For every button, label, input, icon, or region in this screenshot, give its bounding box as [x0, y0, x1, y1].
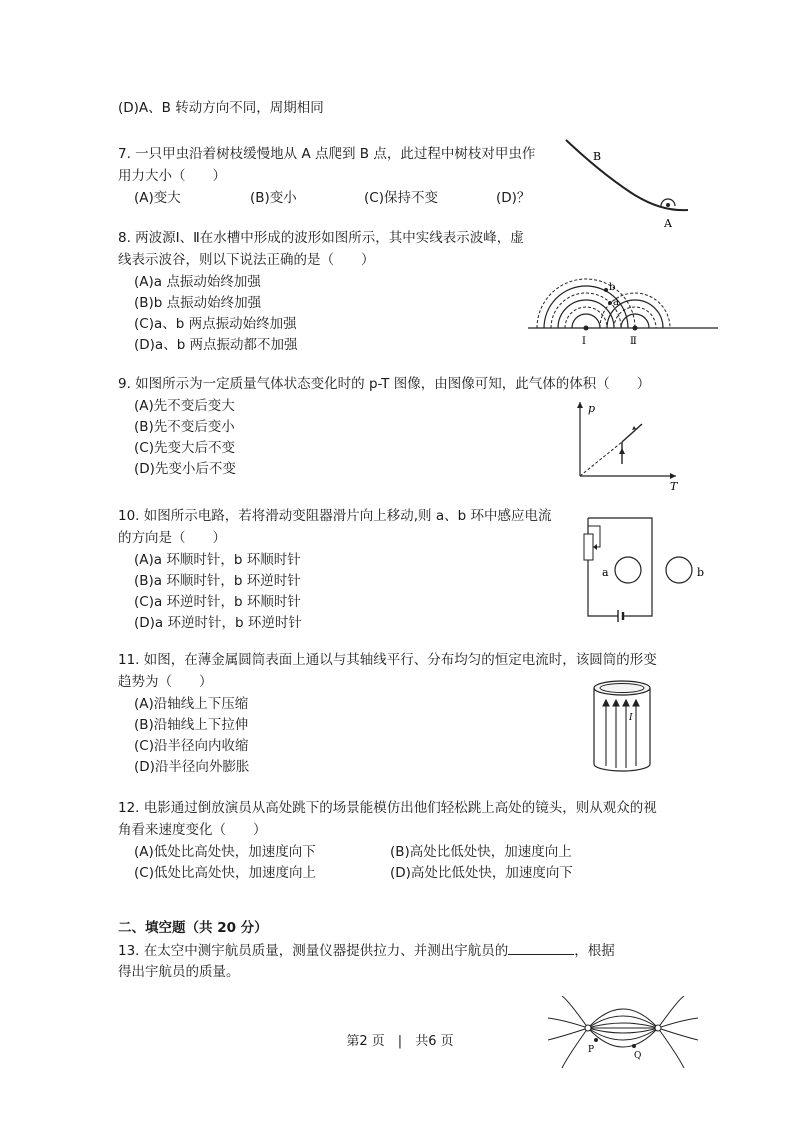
label-source-1: Ⅰ: [582, 336, 586, 347]
q11-option-d: (D)沿半径向外膨胀: [134, 759, 250, 775]
q9-option-a: (A)先不变后变大: [134, 398, 235, 414]
q12-option-b: (B)高处比低处快，加速度向上: [390, 844, 572, 860]
q9-stem-line1: 9. 如图所示为一定质量气体状态变化时的 p-T 图像，由图像可知，此气体的体积（ ）: [118, 376, 651, 392]
q9-pt-graph: [566, 396, 686, 492]
q7-stem-line2: 用力大小（ ）: [118, 168, 226, 184]
q7-option-d: (D)？: [496, 190, 531, 206]
axis-label-t: T: [670, 480, 678, 492]
q11-stem-line2: 趋势为（ ）: [118, 674, 213, 690]
q7-option-a: (A)变大: [134, 190, 181, 206]
q8-option-d: (D)a、b 两点振动都不加强: [134, 337, 298, 353]
page-footer: 第2 页 | 共6 页: [346, 1034, 454, 1049]
q9-option-c: (C)先变大后不变: [134, 440, 235, 456]
q12-option-d: (D)高处比低处快，加速度向下: [390, 865, 573, 881]
q8-option-a: (A)a 点振动始终加强: [134, 274, 261, 290]
q8-stem-line2: 线表示波谷，则以下说法正确的是（ ）: [118, 252, 375, 268]
q13-stem-part1: 13. 在太空中测宇航员质量，测量仪器提供拉力、并测出宇航员的: [118, 943, 509, 959]
label-ring-a: a: [602, 566, 609, 579]
q8-option-c: (C)a、b 两点振动始终加强: [134, 316, 297, 332]
section-title: 二、填空题（共 20 分）: [118, 920, 268, 936]
label-p: P: [588, 1045, 595, 1055]
q10-stem-line1: 10. 如图所示电路，若将滑动变阻器滑片向上移动,则 a、b 环中感应电流: [118, 508, 552, 524]
q11-option-a: (A)沿轴线上下压缩: [134, 696, 249, 712]
q13-stem-line1: [118, 940, 615, 961]
q6-option-d: (D)A、B 转动方向不同，周期相同: [118, 100, 324, 116]
rheostat: [584, 534, 593, 560]
label-q: Q: [634, 1051, 642, 1061]
label-b: b: [609, 282, 616, 293]
q13-answer-blank[interactable]: [508, 940, 574, 955]
q11-option-c: (C)沿半径向内收缩: [134, 738, 249, 754]
label-b: B: [593, 150, 602, 163]
q11-cylinder-figure: [588, 676, 668, 776]
q13-stem-line2: 得出宇航员的质量。: [118, 964, 240, 980]
q8-stem-line1: 8. 两波源Ⅰ、Ⅱ在水槽中形成的波形如图所示，其中实线表示波峰，虚: [118, 230, 524, 246]
q7-branch-figure: [560, 132, 690, 232]
q8-wave-figure: [528, 270, 718, 360]
q12-stem-line2: 角看来速度变化（ ）: [118, 822, 267, 838]
q10-option-d: (D)a 环逆时针，b 环逆时针: [134, 615, 302, 631]
q11-stem-line1: 11. 如图，在薄金属圆筒表面上通以与其轴线平行、分布均匀的恒定电流时，该圆筒的形变: [118, 652, 657, 668]
q7-stem-line1: 7. 一只甲虫沿着树枝缓慢地从 A 点爬到 B 点，此过程中树枝对甲虫作: [118, 146, 536, 162]
q12-option-a: (A)低处比高处快，加速度向下: [134, 844, 316, 860]
ring-b: [666, 557, 692, 583]
label-a: a: [613, 297, 619, 308]
label-current: I: [629, 713, 633, 723]
label-source-2: Ⅱ: [630, 336, 637, 347]
ring-a: [615, 557, 641, 583]
label-ring-b: b: [697, 566, 705, 579]
q7-option-c: (C)保持不变: [364, 190, 438, 206]
q9-option-d: (D)先变小后不变: [134, 461, 236, 477]
q7-option-b: (B)变小: [250, 190, 297, 206]
q10-option-b: (B)a 环顺时针，b 环逆时针: [134, 573, 301, 589]
q8-option-b: (B)b 点振动始终加强: [134, 295, 262, 311]
q10-option-a: (A)a 环顺时针，b 环顺时针: [134, 552, 301, 568]
q10-option-c: (C)a 环逆时针，b 环顺时针: [134, 594, 301, 610]
q12-option-c: (C)低处比高处快，加速度向上: [134, 865, 316, 881]
q10-stem-line2: 的方向是（ ）: [118, 530, 226, 546]
axis-label-p: p: [588, 402, 596, 415]
label-a: A: [664, 217, 672, 230]
q11-option-b: (B)沿轴线上下拉伸: [134, 717, 249, 733]
q9-option-b: (B)先不变后变小: [134, 419, 235, 435]
q12-stem-line1: 12. 电影通过倒放演员从高处跳下的场景能模仿出他们轻松跳上高处的镜头，则从观众的视: [118, 800, 657, 816]
q10-circuit-figure: [576, 512, 716, 622]
q13-stem-part2: ，根据: [574, 943, 615, 959]
